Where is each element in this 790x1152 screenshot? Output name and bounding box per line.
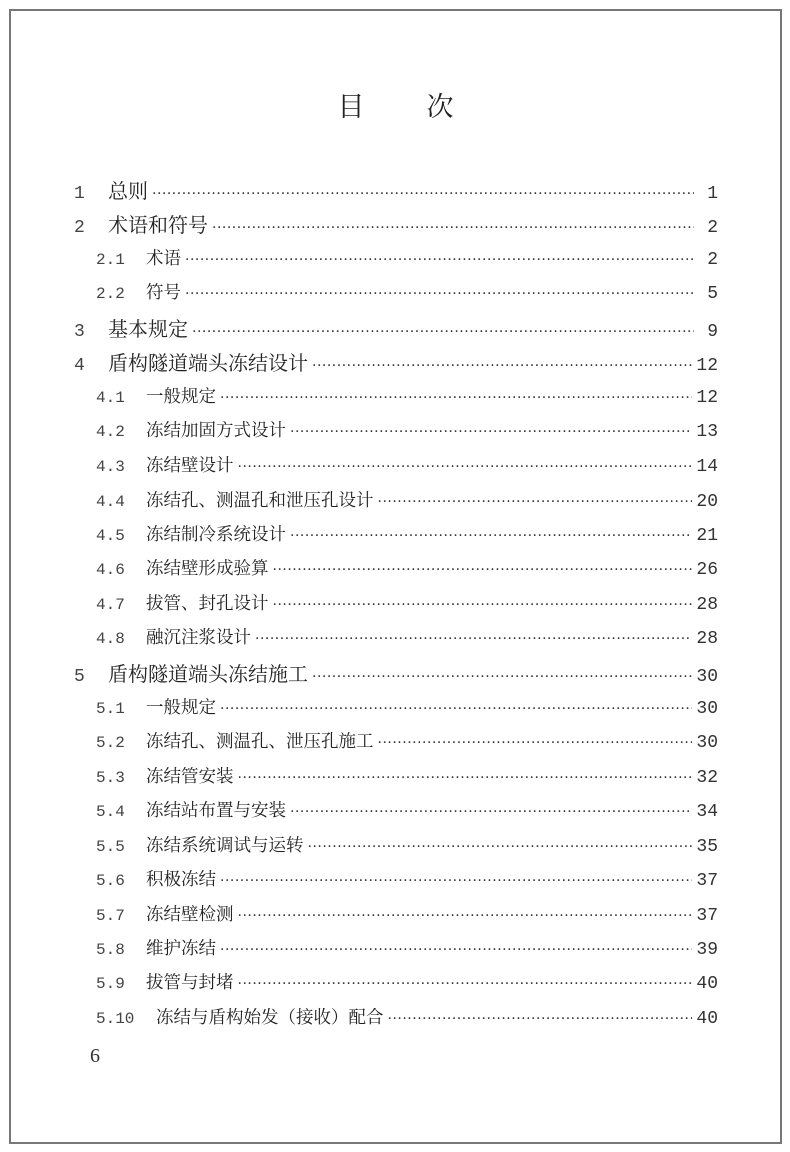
toc-label: 冻结站布置与安装	[146, 801, 286, 821]
leader-dots	[378, 735, 693, 751]
toc-entry-5-9[interactable]	[96, 969, 718, 995]
toc-entry-4-5[interactable]	[96, 521, 718, 547]
toc-page-number: 20	[696, 492, 718, 512]
toc-page-number: 21	[696, 526, 718, 546]
toc-page-number: 35	[696, 837, 718, 857]
toc-page-number: 28	[696, 629, 718, 649]
toc-label: 冻结制冷系统设计	[146, 525, 286, 545]
toc-page-number: 2	[707, 250, 718, 270]
toc-label: 总则	[108, 179, 148, 203]
toc-entry-5-1[interactable]	[96, 694, 718, 720]
toc-label: 积极冻结	[146, 870, 216, 890]
leader-dots	[238, 770, 693, 786]
toc-label: 盾构隧道端头冻结施工	[108, 662, 308, 686]
leader-dots	[290, 804, 692, 820]
toc-page-number: 28	[696, 595, 718, 615]
leader-dots	[185, 252, 694, 268]
leader-dots	[308, 839, 693, 855]
toc-label: 术语和符号	[108, 213, 208, 237]
leader-dots	[220, 873, 692, 889]
toc-entry-5-6[interactable]	[96, 866, 718, 892]
toc-number: 4.4	[96, 493, 125, 511]
toc-label: 冻结壁检测	[146, 905, 234, 925]
toc-number: 4.3	[96, 458, 125, 476]
toc-number: 2.1	[96, 251, 125, 269]
toc-number: 4.5	[96, 527, 125, 545]
toc-page-number: 39	[696, 940, 718, 960]
toc-number: 4.7	[96, 596, 125, 614]
toc-entry-4-2[interactable]	[96, 417, 718, 443]
toc-number: 4	[74, 356, 85, 375]
toc-page-number: 2	[707, 218, 718, 237]
leader-dots	[290, 528, 692, 544]
toc-label: 一般规定	[146, 698, 216, 718]
toc-entry-4-3[interactable]	[96, 452, 718, 478]
toc-label: 拔管与封堵	[146, 973, 234, 993]
toc-page-number: 12	[696, 356, 718, 375]
toc-page-number: 30	[696, 667, 718, 686]
toc-entry-2-2[interactable]	[96, 279, 718, 305]
toc-number: 4.6	[96, 561, 125, 579]
leader-dots	[238, 976, 693, 992]
document-page	[9, 9, 782, 1144]
leader-dots	[378, 494, 693, 510]
toc-page-number: 32	[696, 768, 718, 788]
toc-label: 冻结与盾构始发（接收）配合	[156, 1008, 384, 1028]
leader-dots	[312, 669, 692, 685]
toc-page-number: 30	[696, 699, 718, 719]
toc-entry-1[interactable]	[74, 175, 718, 203]
toc-entry-4-1[interactable]	[96, 383, 718, 409]
leader-dots	[185, 286, 694, 302]
toc-entry-5-4[interactable]	[96, 797, 718, 823]
toc-number: 5.1	[96, 700, 125, 718]
toc-number: 4.2	[96, 423, 125, 441]
toc-number: 5	[74, 667, 85, 686]
toc-entry-3[interactable]	[74, 313, 718, 341]
toc-page-number: 34	[696, 802, 718, 822]
toc-label: 冻结壁形成验算	[146, 559, 269, 579]
toc-label: 融沉注浆设计	[146, 628, 251, 648]
toc-number: 5.3	[96, 769, 125, 787]
toc-entry-5-10[interactable]	[96, 1004, 718, 1030]
toc-label: 冻结孔、测温孔和泄压孔设计	[146, 491, 374, 511]
page-number: 6	[90, 1045, 100, 1067]
leader-dots	[220, 701, 692, 717]
leader-dots	[255, 631, 692, 647]
toc-number: 5.6	[96, 872, 125, 890]
toc-entry-4-4[interactable]	[96, 487, 718, 513]
leader-dots	[212, 220, 694, 236]
toc-number: 5.5	[96, 838, 125, 856]
toc-number: 5.7	[96, 907, 125, 925]
toc-label: 冻结壁设计	[146, 456, 234, 476]
toc-page-number: 40	[696, 1009, 718, 1029]
page-title: 目次	[337, 92, 516, 123]
toc-number: 1	[74, 184, 85, 203]
toc-entry-2[interactable]	[74, 209, 718, 237]
toc-page-number: 26	[696, 560, 718, 580]
leader-dots	[220, 390, 692, 406]
toc-label: 一般规定	[146, 387, 216, 407]
toc-number: 5.9	[96, 975, 125, 993]
toc-entry-4-6[interactable]	[96, 555, 718, 581]
toc-page-number: 30	[696, 733, 718, 753]
toc-entry-2-1[interactable]	[96, 245, 718, 271]
toc-page-number: 14	[696, 457, 718, 477]
leader-dots	[238, 908, 693, 924]
toc-number: 4.1	[96, 389, 125, 407]
toc-label: 拔管、封孔设计	[146, 594, 269, 614]
toc-entry-5-8[interactable]	[96, 935, 718, 961]
leader-dots	[388, 1011, 693, 1027]
toc-number: 2	[74, 218, 85, 237]
toc-page-number: 13	[696, 422, 718, 442]
toc-label: 符号	[146, 283, 181, 303]
toc-number: 5.2	[96, 734, 125, 752]
toc-label: 术语	[146, 249, 181, 269]
toc-label: 维护冻结	[146, 939, 216, 959]
toc-entry-4[interactable]	[74, 347, 718, 375]
toc-number: 3	[74, 322, 85, 341]
toc-page-number: 12	[696, 388, 718, 408]
toc-label: 冻结管安装	[146, 767, 234, 787]
toc-label: 冻结加固方式设计	[146, 421, 286, 441]
leader-dots	[238, 459, 693, 475]
toc-page-number: 37	[696, 906, 718, 926]
toc-label: 冻结系统调试与运转	[146, 836, 304, 856]
toc-page-number: 40	[696, 974, 718, 994]
leader-dots	[312, 358, 692, 374]
leader-dots	[273, 562, 693, 578]
toc-entry-4-7[interactable]	[96, 590, 718, 616]
toc-entry-5-3[interactable]	[96, 763, 718, 789]
leader-dots	[220, 942, 692, 958]
leader-dots	[192, 324, 694, 340]
toc-entry-5-5[interactable]	[96, 832, 718, 858]
toc-entry-4-8[interactable]	[96, 624, 718, 650]
toc-entry-5-2[interactable]	[96, 728, 718, 754]
toc-page-number: 5	[707, 284, 718, 304]
toc-number: 4.8	[96, 630, 125, 648]
toc-page-number: 9	[707, 322, 718, 341]
leader-dots	[152, 186, 694, 202]
toc-number: 5.8	[96, 941, 125, 959]
toc-label: 盾构隧道端头冻结设计	[108, 351, 308, 375]
leader-dots	[273, 597, 693, 613]
toc-label: 冻结孔、测温孔、泄压孔施工	[146, 732, 374, 752]
toc-page-number: 37	[696, 871, 718, 891]
leader-dots	[290, 424, 692, 440]
toc-label: 基本规定	[108, 317, 188, 341]
toc-entry-5-7[interactable]	[96, 901, 718, 927]
toc-number: 2.2	[96, 285, 125, 303]
toc-number: 5.10	[96, 1010, 135, 1028]
toc-entry-5[interactable]	[74, 658, 718, 686]
toc-page-number: 1	[707, 184, 718, 203]
toc-number: 5.4	[96, 803, 125, 821]
